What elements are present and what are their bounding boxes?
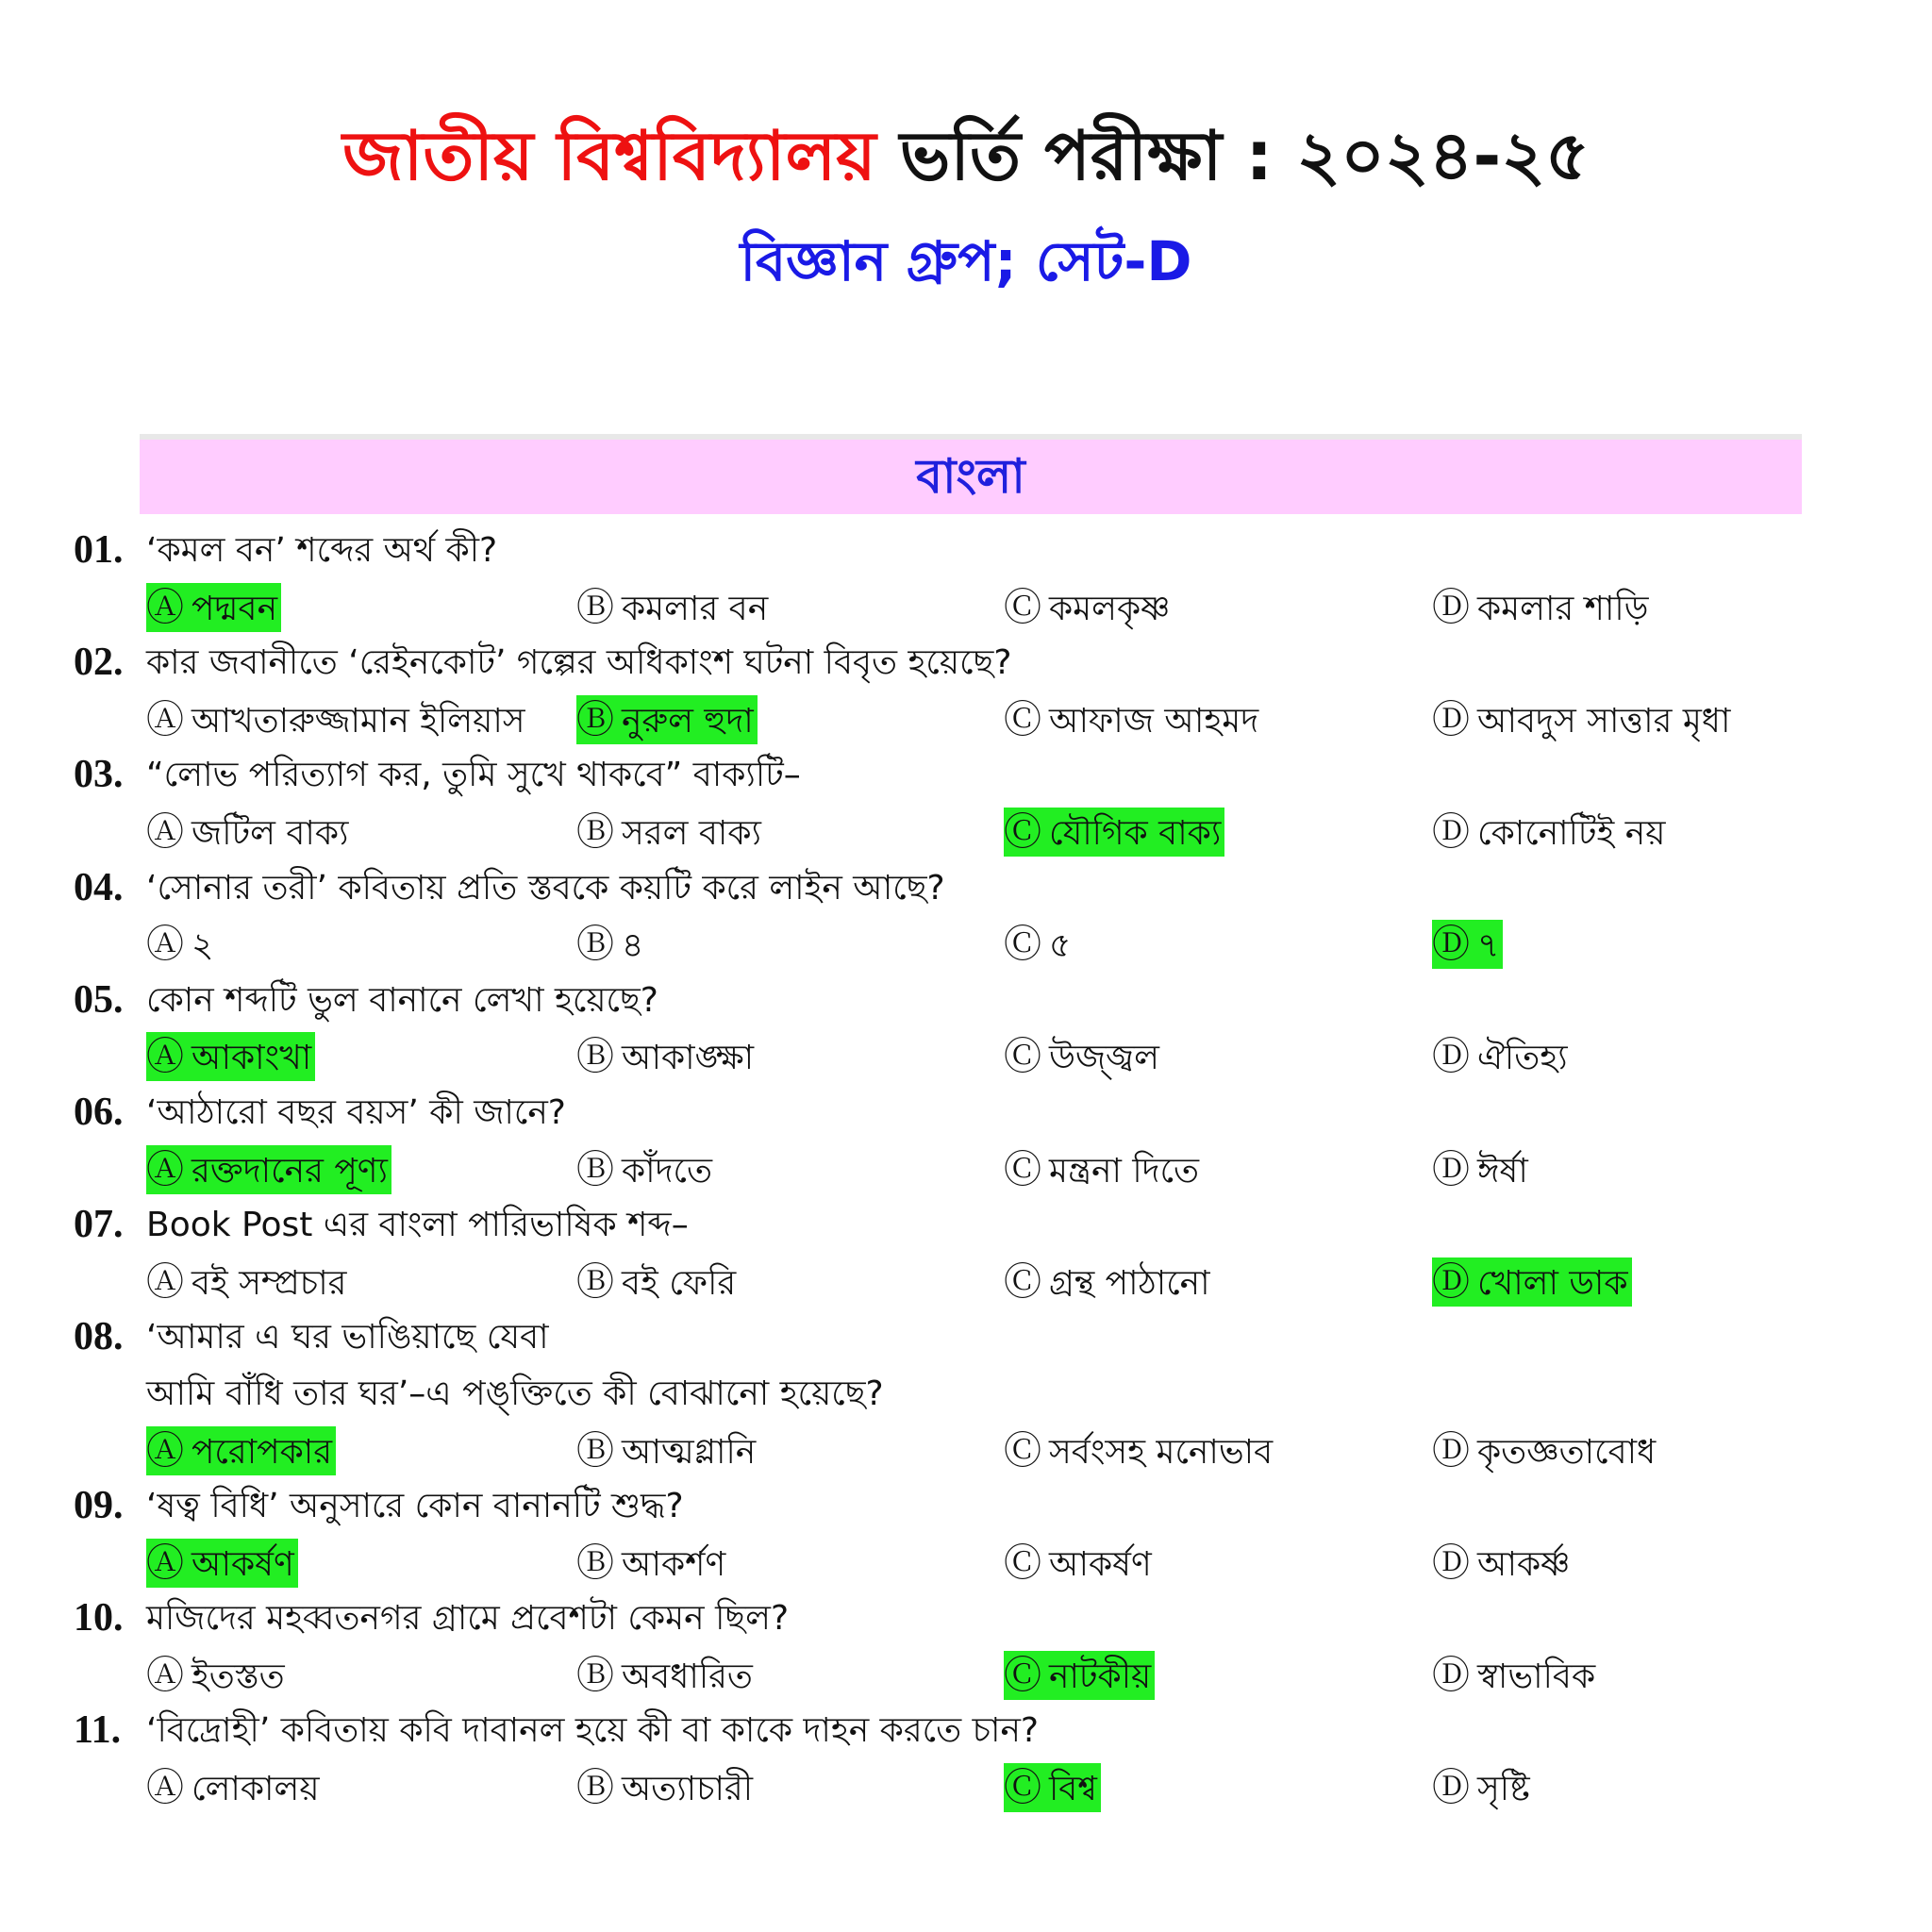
- option-letter-icon: Ⓓ: [1432, 585, 1470, 629]
- option-text: ৭: [1477, 926, 1500, 966]
- option[interactable]: [1432, 1651, 1599, 1700]
- option-text: ঈর্ষা: [1477, 1151, 1528, 1191]
- question-line: [0, 860, 1932, 917]
- option-text: সৃষ্টি: [1477, 1770, 1530, 1809]
- option[interactable]: [1004, 1145, 1203, 1194]
- option-correct[interactable]: [146, 1145, 391, 1194]
- question-line: [0, 747, 1932, 804]
- option[interactable]: [576, 1032, 758, 1081]
- option-letter-icon: Ⓑ: [576, 1259, 614, 1304]
- question-line: [0, 1085, 1932, 1141]
- option-correct[interactable]: [576, 695, 758, 744]
- question-line: [0, 1703, 1932, 1759]
- options-row: [0, 1254, 1932, 1310]
- question-number: 06.: [74, 1090, 124, 1134]
- question-text: কার জবানীতে ‘রেইনকোট’ গল্পের অধিকাংশ ঘটনা বিবৃত হয়েছে?: [146, 643, 1012, 683]
- question-text: ‘আঠারো বছর বয়স’ কী জানে?: [146, 1092, 566, 1132]
- question-text: কোন শব্দটি ভুল বানানে লেখা হয়েছে?: [146, 980, 658, 1020]
- options-row: [0, 1535, 1932, 1591]
- option-correct[interactable]: [1004, 1651, 1155, 1700]
- option-letter-icon: Ⓓ: [1432, 923, 1470, 967]
- option[interactable]: [576, 1257, 740, 1307]
- option-text: পরোপকার: [192, 1432, 333, 1472]
- option-letter-icon: Ⓓ: [1432, 1428, 1470, 1473]
- option-text: কমলার বন: [622, 589, 769, 628]
- option-text: আকর্ষ্ণ: [1477, 1544, 1571, 1584]
- option-letter-icon: Ⓑ: [576, 1147, 614, 1191]
- option[interactable]: [1004, 1257, 1214, 1307]
- option-letter-icon: Ⓓ: [1432, 1653, 1470, 1697]
- option-text: যৌগিক বাক্য: [1049, 813, 1222, 853]
- option-letter-icon: Ⓑ: [576, 1035, 614, 1079]
- option-letter-icon: Ⓐ: [146, 923, 184, 967]
- question-number: 07.: [74, 1203, 124, 1247]
- option-text: রক্তদানের পূণ্য: [192, 1151, 388, 1191]
- options-row: [0, 916, 1932, 973]
- page-title: [0, 108, 1932, 203]
- option-text: গ্রন্থ পাঠানো: [1049, 1263, 1210, 1303]
- question-text: Book Post এর বাংলা পারিভাষিক শব্দ–: [146, 1206, 689, 1245]
- option-letter-icon: Ⓒ: [1004, 923, 1041, 967]
- option[interactable]: [1004, 1426, 1276, 1475]
- option[interactable]: [146, 808, 353, 857]
- option-text: বিশ্ব: [1049, 1770, 1097, 1809]
- option-text: কৃতজ্ঞতাবোধ: [1477, 1432, 1657, 1472]
- option[interactable]: [1432, 1145, 1532, 1194]
- option-text: আফাজ আহমদ: [1049, 701, 1259, 741]
- option-text: আখতারুজ্জামান ইলিয়াস: [192, 701, 525, 741]
- option-text: পদ্মবন: [192, 589, 278, 628]
- option-text: বই ফেরি: [622, 1263, 737, 1303]
- question-text: ‘বিদ্রোহী’ কবিতায় কবি দাবানল হয়ে কী বা কাকে দাহন করতে চান?: [146, 1711, 1040, 1751]
- option-correct[interactable]: [146, 1426, 336, 1475]
- question-line: [0, 1366, 1932, 1423]
- option-letter-icon: Ⓑ: [576, 923, 614, 967]
- question-number: 04.: [74, 865, 124, 909]
- option-letter-icon: Ⓓ: [1432, 697, 1470, 741]
- option-text: খোলা ডাক: [1477, 1263, 1628, 1303]
- option-text: সর্বংসহ মনোভাব: [1049, 1432, 1274, 1472]
- option[interactable]: [576, 920, 647, 969]
- option-letter-icon: Ⓓ: [1432, 809, 1470, 854]
- question-text: ‘ষত্ব বিধি’ অনুসারে কোন বানানটি শুদ্ধ?: [146, 1487, 684, 1526]
- option-letter-icon: Ⓒ: [1004, 1653, 1041, 1697]
- option-text: ঐতিহ্য: [1477, 1039, 1568, 1078]
- option[interactable]: [576, 1145, 716, 1194]
- option[interactable]: [1432, 1426, 1659, 1475]
- option[interactable]: [1004, 1032, 1163, 1081]
- option-letter-icon: Ⓒ: [1004, 585, 1041, 629]
- option-text: কমলকৃষ্ণ: [1049, 589, 1171, 628]
- option-letter-icon: Ⓓ: [1432, 1259, 1470, 1304]
- option-letter-icon: Ⓒ: [1004, 1766, 1041, 1810]
- option-text: কোনোটিই নয়: [1477, 813, 1666, 853]
- option-text: উজ্জ্বল: [1049, 1039, 1159, 1078]
- option-letter-icon: Ⓓ: [1432, 1035, 1470, 1079]
- option[interactable]: [1432, 1032, 1572, 1081]
- question-text: ‘সোনার তরী’ কবিতায় প্রতি স্তবকে কয়টি করে লাইন আছে?: [146, 868, 945, 908]
- option-text: মন্ত্রনা দিতে: [1049, 1151, 1200, 1191]
- option-letter-icon: Ⓒ: [1004, 1428, 1041, 1473]
- option-text: আকাংখা: [192, 1039, 312, 1078]
- question-text: ‘আমার এ ঘর ভাঙিয়াছে যেবা: [146, 1318, 549, 1357]
- question-list: [0, 523, 1932, 1816]
- option-letter-icon: Ⓐ: [146, 1428, 184, 1473]
- option-text: ২: [192, 926, 214, 966]
- option-text: ইতস্তত: [192, 1657, 285, 1696]
- question-number: 03.: [74, 753, 124, 797]
- option-text: নাটকীয়: [1049, 1657, 1152, 1696]
- option-letter-icon: Ⓐ: [146, 1147, 184, 1191]
- option-text: স্বাভাবিক: [1477, 1657, 1596, 1696]
- options-row: [0, 1028, 1932, 1085]
- question-number: 02.: [74, 641, 124, 685]
- option[interactable]: [1004, 1539, 1156, 1588]
- option[interactable]: [576, 1426, 759, 1475]
- option-letter-icon: Ⓓ: [1432, 1147, 1470, 1191]
- option-text: জটিল বাক্য: [192, 813, 349, 853]
- option[interactable]: [1004, 583, 1174, 632]
- option-letter-icon: Ⓐ: [146, 697, 184, 741]
- option-text: আকাঙ্ক্ষা: [622, 1039, 755, 1078]
- option-letter-icon: Ⓒ: [1004, 1147, 1041, 1191]
- option[interactable]: [576, 1651, 757, 1700]
- question-text: “লোভ পরিত্যাগ কর, তুমি সুখে থাকবে” বাক্যটি–: [146, 756, 801, 795]
- option-letter-icon: Ⓐ: [146, 1541, 184, 1585]
- options-row: [0, 804, 1932, 860]
- option-correct[interactable]: [146, 583, 281, 632]
- option-text: কমলার শাড়ি: [1477, 589, 1649, 628]
- option-letter-icon: Ⓒ: [1004, 697, 1041, 741]
- option-letter-icon: Ⓑ: [576, 1428, 614, 1473]
- option-letter-icon: Ⓑ: [576, 585, 614, 629]
- section-title: বাংলা: [916, 449, 1025, 504]
- options-row: [0, 1141, 1932, 1198]
- question-line: [0, 635, 1932, 691]
- option[interactable]: [146, 1257, 350, 1307]
- option-letter-icon: Ⓒ: [1004, 1541, 1041, 1585]
- option-text: লোকালয়: [192, 1770, 320, 1809]
- option-letter-icon: Ⓑ: [576, 697, 614, 741]
- option[interactable]: [1432, 808, 1669, 857]
- question-number: 05.: [74, 977, 124, 1022]
- option-correct[interactable]: [1432, 1257, 1632, 1307]
- options-row: [0, 1423, 1932, 1479]
- option-letter-icon: Ⓒ: [1004, 1259, 1041, 1304]
- option[interactable]: [1004, 920, 1074, 969]
- option-letter-icon: Ⓑ: [576, 1766, 614, 1810]
- options-row: [0, 1647, 1932, 1704]
- option-letter-icon: Ⓓ: [1432, 1541, 1470, 1585]
- options-row: [0, 1759, 1932, 1816]
- option[interactable]: [576, 1763, 757, 1812]
- question-line: [0, 1478, 1932, 1535]
- option-letter-icon: Ⓑ: [576, 1541, 614, 1585]
- option-text: আকর্শণ: [622, 1544, 726, 1584]
- option-text: অবধারিত: [622, 1657, 753, 1696]
- option-correct[interactable]: [1432, 920, 1503, 969]
- option[interactable]: [1432, 695, 1734, 744]
- options-row: [0, 579, 1932, 636]
- question-text: মজিদের মহব্বতনগর গ্রামে প্রবেশটা কেমন ছিল?: [146, 1599, 790, 1639]
- option-letter-icon: Ⓐ: [146, 1259, 184, 1304]
- title-exam: ভর্তি পরীক্ষা : ২০২৪-২৫: [899, 116, 1590, 195]
- option[interactable]: [146, 1651, 289, 1700]
- option[interactable]: [576, 808, 765, 857]
- question-text: ‘কমল বন’ শব্দের অর্থ কী?: [146, 531, 498, 570]
- option-correct[interactable]: [1004, 808, 1224, 857]
- option-text: বই সম্প্রচার: [192, 1263, 347, 1303]
- option-text: নুরুল হুদা: [622, 701, 754, 741]
- option[interactable]: [1004, 695, 1262, 744]
- option-letter-icon: Ⓐ: [146, 1035, 184, 1079]
- question-number: 09.: [74, 1484, 124, 1528]
- question-text: আমি বাঁধি তার ঘর’–এ পঙ্‌ক্তিতে কী বোঝানো হয়েছে?: [146, 1374, 884, 1413]
- question-line: [0, 523, 1932, 579]
- question-number: 11.: [74, 1708, 122, 1753]
- option-letter-icon: Ⓒ: [1004, 1035, 1041, 1079]
- options-row: [0, 691, 1932, 748]
- option-letter-icon: Ⓐ: [146, 1766, 184, 1810]
- option-text: সরল বাক্য: [622, 813, 761, 853]
- option-letter-icon: Ⓐ: [146, 1653, 184, 1697]
- option-letter-icon: Ⓐ: [146, 809, 184, 854]
- option-text: ৪: [622, 926, 644, 966]
- question-line: [0, 1591, 1932, 1647]
- option[interactable]: [146, 1763, 324, 1812]
- option-text: আকর্ষণ: [192, 1544, 294, 1584]
- question-line: [0, 973, 1932, 1029]
- page-subtitle: বিজ্ঞান গ্রুপ; সেট-D: [740, 229, 1192, 293]
- option[interactable]: [146, 695, 529, 744]
- option-letter-icon: Ⓐ: [146, 585, 184, 629]
- option[interactable]: [146, 920, 217, 969]
- option-text: অত্যাচারী: [622, 1770, 754, 1809]
- option-text: আকর্ষণ: [1049, 1544, 1152, 1584]
- question-line: [0, 1197, 1932, 1254]
- option-letter-icon: Ⓓ: [1432, 1766, 1470, 1810]
- question-number: 08.: [74, 1315, 124, 1359]
- option-letter-icon: Ⓒ: [1004, 809, 1041, 854]
- question-number: 01.: [74, 528, 124, 572]
- option[interactable]: [1432, 1539, 1574, 1588]
- option-correct[interactable]: [1004, 1763, 1101, 1812]
- option-text: আবদুস সাত্তার মৃধা: [1477, 701, 1731, 741]
- question-line: [0, 1309, 1932, 1366]
- option[interactable]: [1432, 1763, 1534, 1812]
- option[interactable]: [576, 1539, 729, 1588]
- option-text: কাঁদতে: [622, 1151, 713, 1191]
- title-university: জাতীয় বিশ্ববিদ্যালয়: [342, 116, 876, 195]
- question-number: 10.: [74, 1596, 124, 1641]
- option[interactable]: [1432, 583, 1652, 632]
- section-header: [140, 434, 1802, 514]
- option-letter-icon: Ⓑ: [576, 809, 614, 854]
- option-letter-icon: Ⓑ: [576, 1653, 614, 1697]
- option-correct[interactable]: [146, 1032, 315, 1081]
- option[interactable]: [576, 583, 772, 632]
- option-text: আত্মগ্লানি: [622, 1432, 757, 1472]
- option-correct[interactable]: [146, 1539, 298, 1588]
- option-text: ৫: [1049, 926, 1072, 966]
